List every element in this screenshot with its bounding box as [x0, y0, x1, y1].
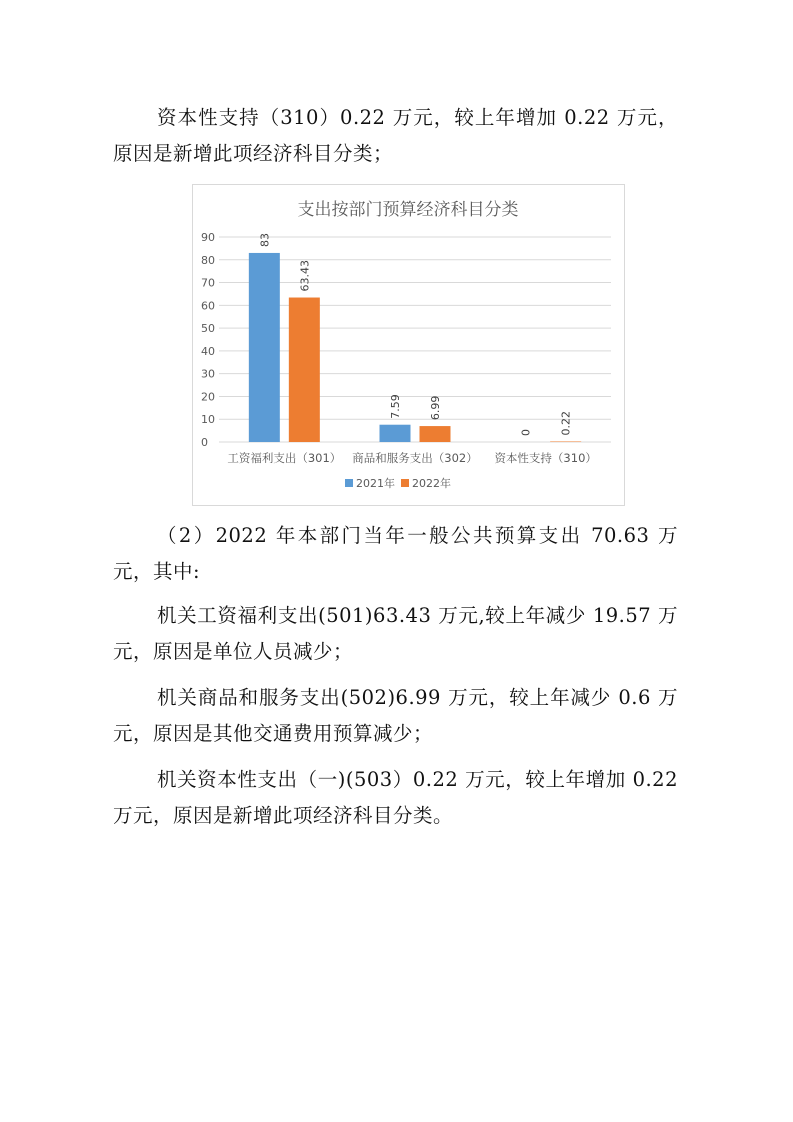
category-label: 资本性支持（310） [494, 451, 597, 465]
y-tick-label: 40 [201, 344, 215, 358]
data-label: 7.59 [389, 394, 402, 419]
data-label: 0 [519, 429, 533, 436]
data-label: 83 [258, 232, 272, 247]
y-tick-label: 20 [201, 390, 215, 404]
data-label: 0.22 [559, 410, 573, 436]
paragraph-1: 资本性支持（310）0.22 万元，较上年增加 0.22 万元，原因是新增此项经济科目分类； [113, 106, 678, 165]
paragraph-4: 机关商品和服务支出(502)6.99 万元，较上年减少 0.6 万元，原因是其他交通费用预算减少； [113, 686, 678, 745]
bar-2021-1 [380, 425, 411, 442]
y-tick-label: 10 [201, 413, 215, 427]
paragraph-5: 机关资本性支出（一)(503）0.22 万元，较上年增加 0.22 万元，原因是新增此项经济科目分类。 [113, 768, 678, 827]
paragraph-2: （2）2022 年本部门当年一般公共预算支出 70.63 万元，其中: [113, 524, 678, 583]
category-label: 商品和服务支出（302） [352, 451, 478, 465]
chart-svg [193, 185, 624, 505]
bar-2022-1 [420, 426, 451, 442]
legend-swatch [401, 479, 409, 487]
bar-2022-2 [550, 441, 581, 442]
bar-2021-0 [249, 253, 280, 442]
y-tick-label: 60 [201, 299, 215, 313]
legend-swatch [345, 479, 353, 487]
y-tick-label: 70 [201, 276, 215, 290]
chart-title: 支出按部门预算经济科目分类 [297, 200, 519, 220]
bar-chart [192, 184, 625, 506]
data-label: 6.99 [429, 395, 442, 421]
y-tick-label: 50 [201, 322, 215, 336]
paragraph-3: 机关工资福利支出(501)63.43 万元,较上年减少 19.57 万元，原因是单位人员减少； [113, 604, 678, 663]
category-label: 工资福利支出（301） [227, 451, 342, 465]
y-tick-label: 80 [201, 253, 215, 267]
legend-entry: 2022年 [412, 477, 451, 490]
legend-entry: 2021年 [356, 477, 395, 490]
y-tick-label: 0 [201, 436, 208, 449]
bar-2022-0 [289, 298, 320, 442]
data-label: 63.43 [298, 260, 312, 292]
y-tick-label: 30 [201, 367, 215, 381]
y-tick-label: 90 [201, 231, 215, 244]
